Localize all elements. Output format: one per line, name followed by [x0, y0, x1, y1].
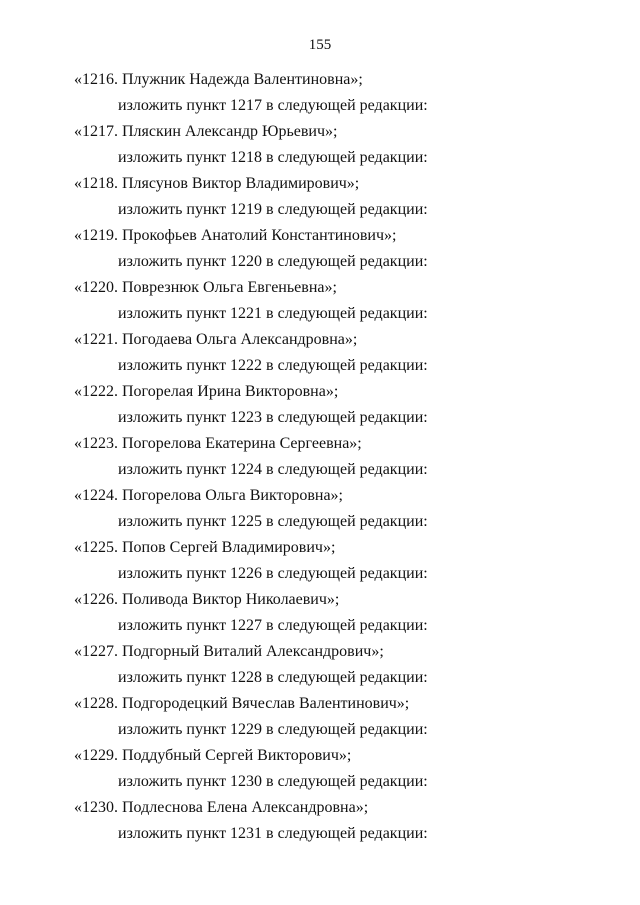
- entry-name: «1220. Поврезнюк Ольга Евгеньевна»;: [74, 279, 337, 296]
- entry-instruction: изложить пункт 1228 в следующей редакции:: [118, 669, 428, 686]
- list-item: [0, 483, 640, 535]
- entry-name: «1225. Попов Сергей Владимирович»;: [74, 539, 336, 556]
- entry-instruction: изложить пункт 1221 в следующей редакции:: [118, 305, 428, 322]
- entry-instruction: изложить пункт 1222 в следующей редакции:: [118, 357, 428, 374]
- entry-instruction: изложить пункт 1229 в следующей редакции:: [118, 721, 428, 738]
- entry-instruction: изложить пункт 1219 в следующей редакции:: [118, 201, 428, 218]
- list-item: [0, 639, 640, 691]
- entry-instruction: изложить пункт 1220 в следующей редакции:: [118, 253, 428, 270]
- entry-name: «1230. Подлеснова Елена Александровна»;: [74, 799, 369, 816]
- list-item: [0, 171, 640, 223]
- entry-instruction: изложить пункт 1218 в следующей редакции:: [118, 149, 428, 166]
- list-item: [0, 67, 640, 119]
- entry-name: «1221. Погодаева Ольга Александровна»;: [74, 331, 358, 348]
- list-item: [0, 431, 640, 483]
- entry-instruction: изложить пункт 1230 в следующей редакции:: [118, 773, 428, 790]
- list-item: [0, 795, 640, 847]
- entry-name: «1219. Прокофьев Анатолий Константинович»;: [74, 227, 397, 244]
- list-item: [0, 535, 640, 587]
- entry-instruction: изложить пункт 1225 в следующей редакции:: [118, 513, 428, 530]
- entry-instruction: изложить пункт 1231 в следующей редакции:: [118, 825, 428, 842]
- page-number: 155: [308, 37, 332, 53]
- entry-instruction: изложить пункт 1224 в следующей редакции:: [118, 461, 428, 478]
- entry-instruction: изложить пункт 1223 в следующей редакции:: [118, 409, 428, 426]
- amendment-list: [0, 67, 640, 847]
- list-item: [0, 119, 640, 171]
- entry-name: «1227. Подгорный Виталий Александрович»;: [74, 643, 384, 660]
- entry-instruction: изложить пункт 1226 в следующей редакции:: [118, 565, 428, 582]
- entry-name: «1216. Плужник Надежда Валентиновна»;: [74, 71, 363, 88]
- entry-name: «1224. Погорелова Ольга Викторовна»;: [74, 487, 343, 504]
- list-item: [0, 587, 640, 639]
- list-item: [0, 691, 640, 743]
- entry-name: «1217. Пляскин Александр Юрьевич»;: [74, 123, 338, 140]
- entry-name: «1229. Поддубный Сергей Викторович»;: [74, 747, 352, 764]
- entry-name: «1218. Плясунов Виктор Владимирович»;: [74, 175, 360, 192]
- list-item: [0, 379, 640, 431]
- list-item: [0, 275, 640, 327]
- list-item: [0, 743, 640, 795]
- entry-instruction: изложить пункт 1217 в следующей редакции:: [118, 97, 428, 114]
- list-item: [0, 327, 640, 379]
- entry-name: «1223. Погорелова Екатерина Сергеевна»;: [74, 435, 362, 452]
- list-item: [0, 223, 640, 275]
- entry-name: «1228. Подгородецкий Вячеслав Валентинович»;: [74, 695, 410, 712]
- entry-name: «1222. Погорелая Ирина Викторовна»;: [74, 383, 339, 400]
- entry-name: «1226. Поливода Виктор Николаевич»;: [74, 591, 340, 608]
- entry-instruction: изложить пункт 1227 в следующей редакции:: [118, 617, 428, 634]
